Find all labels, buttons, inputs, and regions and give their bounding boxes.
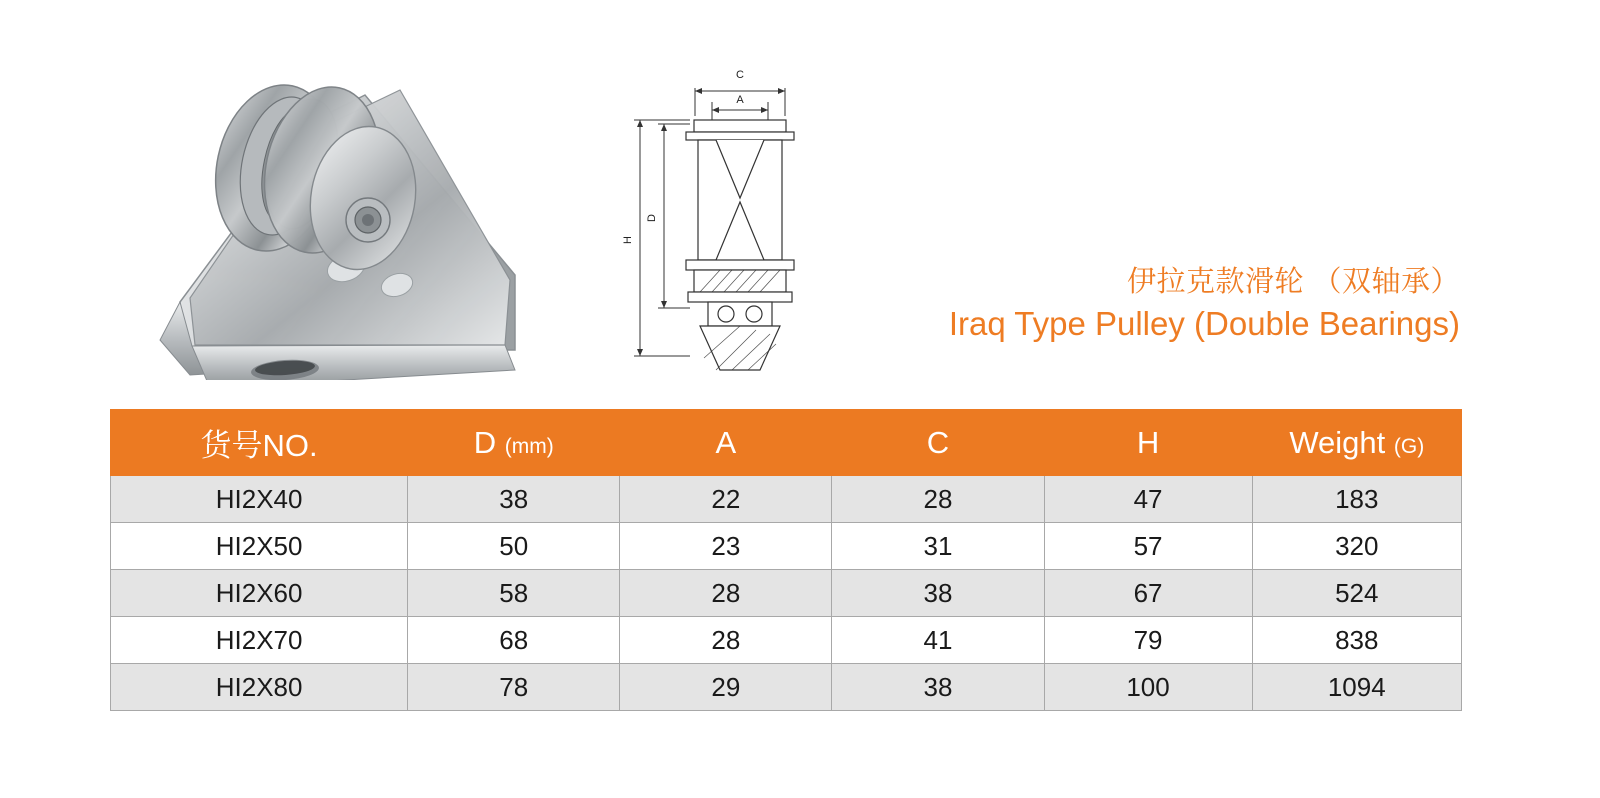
column-header-weight-label: Weight: [1289, 424, 1386, 460]
cell-h: 100: [1044, 664, 1252, 711]
table-row: [111, 476, 1462, 523]
cell-a: 23: [620, 523, 832, 570]
cell-a: 28: [620, 617, 832, 664]
cell-c: 38: [832, 664, 1044, 711]
cell-weight: 1094: [1252, 664, 1461, 711]
cell-a: 29: [620, 664, 832, 711]
table-row: [111, 523, 1462, 570]
column-header-weight: [1252, 410, 1461, 476]
cell-h: 47: [1044, 476, 1252, 523]
cell-d: 68: [408, 617, 620, 664]
column-header-weight-unit: (G): [1393, 434, 1425, 458]
cell-weight: 524: [1252, 570, 1461, 617]
cell-no: HI2X70: [111, 617, 408, 664]
technical-drawing: [620, 58, 850, 378]
cell-no: HI2X80: [111, 664, 408, 711]
cell-no: HI2X40: [111, 476, 408, 523]
cell-no: HI2X60: [111, 570, 408, 617]
column-header-d-label: D: [473, 424, 497, 460]
cell-c: 38: [832, 570, 1044, 617]
cell-d: 58: [408, 570, 620, 617]
cell-no: HI2X50: [111, 523, 408, 570]
cell-d: 38: [408, 476, 620, 523]
cell-h: 79: [1044, 617, 1252, 664]
cell-h: 67: [1044, 570, 1252, 617]
cell-c: 31: [832, 523, 1044, 570]
cell-a: 28: [620, 570, 832, 617]
column-header-a-label: A: [715, 424, 737, 460]
cell-weight: 183: [1252, 476, 1461, 523]
dimension-diagram: [620, 58, 850, 378]
cell-weight: 320: [1252, 523, 1461, 570]
column-header-h-label: H: [1136, 424, 1160, 460]
column-header-c-label: C: [926, 424, 950, 460]
product-photo: [150, 40, 550, 380]
column-header-a: [620, 410, 832, 476]
product-title-en: Iraq Type Pulley (Double Bearings): [948, 305, 1460, 343]
column-header-h: [1044, 410, 1252, 476]
column-header-d: [408, 410, 620, 476]
table-header-row: [111, 410, 1462, 476]
dim-label-d: D: [646, 214, 658, 222]
product-title-block: [949, 265, 1460, 345]
column-header-no-label: 货号NO.: [200, 428, 318, 463]
column-header-c: [832, 410, 1044, 476]
spec-table-container: [110, 409, 1462, 711]
dim-label-c: C: [736, 69, 744, 81]
column-header-no: [111, 410, 408, 476]
dim-label-a: A: [736, 94, 744, 106]
column-header-d-unit: (mm): [504, 434, 554, 458]
cell-c: 28: [832, 476, 1044, 523]
table-row: [111, 617, 1462, 664]
cell-d: 50: [408, 523, 620, 570]
cell-a: 22: [620, 476, 832, 523]
cell-h: 57: [1044, 523, 1252, 570]
cell-c: 41: [832, 617, 1044, 664]
cell-weight: 838: [1252, 617, 1461, 664]
pulley-photo-illustration: [150, 40, 550, 380]
product-title-cn: 伊拉克款滑轮 （双轴承）: [1126, 266, 1460, 298]
table-row: [111, 664, 1462, 711]
dim-label-h: H: [622, 236, 634, 244]
spec-table: [110, 409, 1462, 711]
cell-d: 78: [408, 664, 620, 711]
table-row: [111, 570, 1462, 617]
